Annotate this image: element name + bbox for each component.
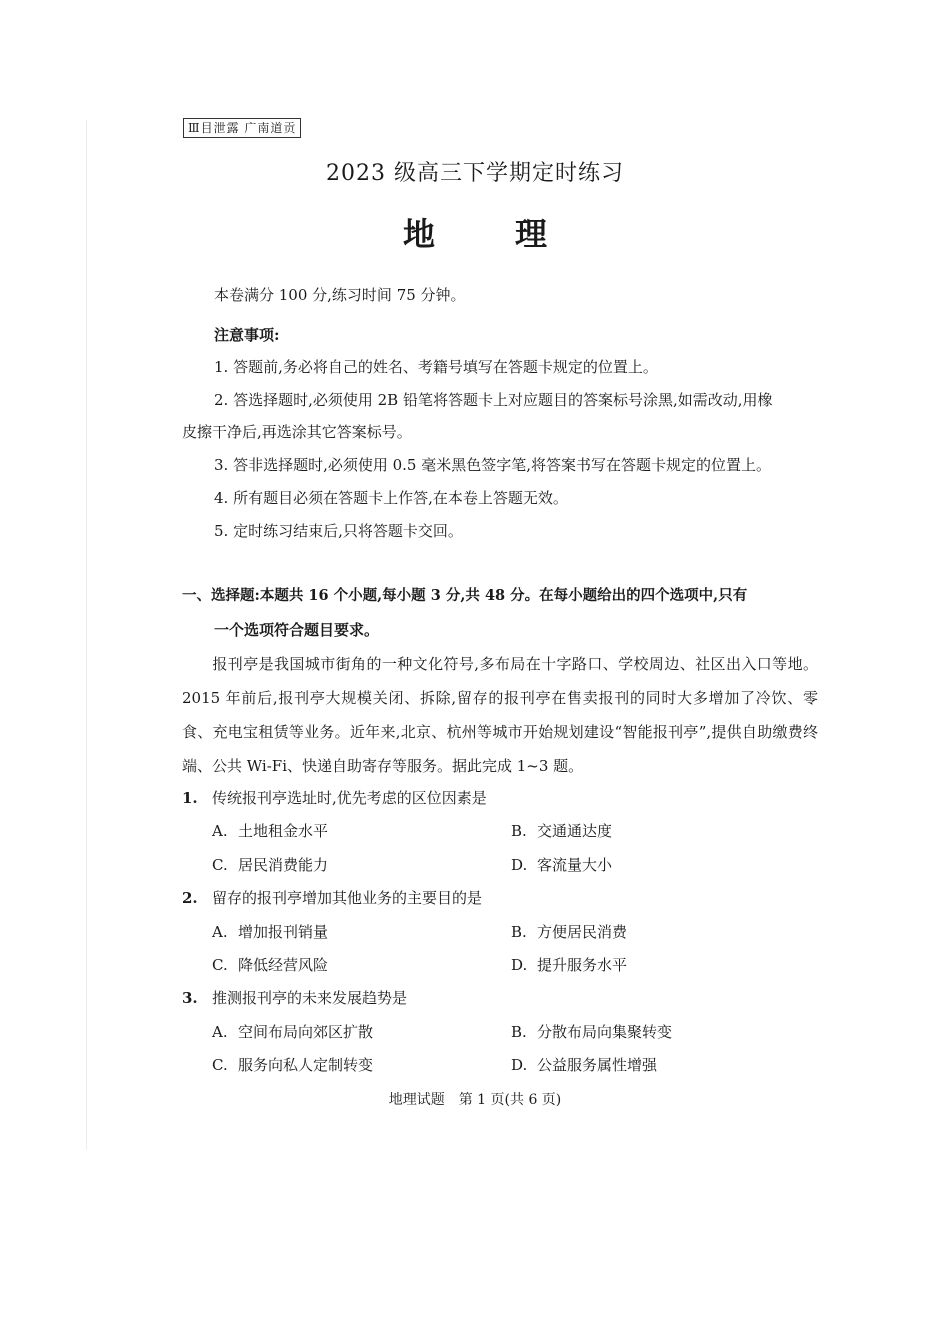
subject-title: 地 理 — [402, 215, 571, 253]
option-letter: A. — [212, 822, 228, 840]
question-number: 1. — [182, 789, 198, 807]
page-footer: 地理试题 第 1 页(共 6 页) — [388, 1092, 562, 1108]
question-stem: 传统报刊亭选址时,优先考虑的区位因素是 — [212, 789, 487, 807]
question-number: 3. — [182, 989, 198, 1007]
reading-passage — [182, 647, 818, 783]
option-letter: D. — [511, 1056, 528, 1074]
option-letter: A. — [212, 1023, 228, 1041]
question-stem: 推测报刊亭的未来发展趋势是 — [212, 989, 408, 1007]
option-letter: C. — [212, 956, 228, 974]
option-letter: D. — [511, 856, 528, 874]
passage-text: 报刊亭是我国城市街角的一种文化符号,多布局在十字路口、学校周边、社区出入口等地。2015 年前后,报刊亭大规模关闭、拆除,留存的报刊亭在售卖报刊的同时大多增加了冷饮、零食、充电宝租赁等业务。近年来,北京、杭州等城市开始规划建设“智能报刊亭”,提供自助缴费终端、公共 Wi-Fi、快递自助寄存等服务。据此完成 1~3 题。 — [182, 655, 818, 775]
option-text: 空间布局向郊区扩散 — [238, 1023, 374, 1041]
option-text: 降低经营风险 — [238, 956, 329, 974]
option-text: 公益服务属性增强 — [537, 1056, 658, 1074]
score-time-summary: 本卷满分 100 分,练习时间 75 分钟。 — [214, 286, 466, 304]
notice-item: 2. 答选择题时,必须使用 2B 铅笔将答题卡上对应题目的答案标号涂黑,如需改动,用橡 — [214, 391, 773, 409]
option-letter: B. — [511, 822, 527, 840]
option-text: 交通通达度 — [537, 822, 613, 840]
option-text: 增加报刊销量 — [238, 923, 329, 941]
option-letter: B. — [511, 1023, 527, 1041]
option-text: 提升服务水平 — [537, 956, 628, 974]
section-heading-continued: 一个选项符合题目要求。 — [214, 621, 380, 639]
option-letter: C. — [212, 1056, 228, 1074]
question-stem: 留存的报刊亭增加其他业务的主要目的是 — [212, 889, 483, 907]
notice-item: 4. 所有题目必须在答题卡上作答,在本卷上答题无效。 — [214, 489, 568, 507]
option-letter: C. — [212, 856, 228, 874]
option-letter: B. — [511, 923, 527, 941]
option-text: 居民消费能力 — [238, 856, 329, 874]
option-letter: D. — [511, 956, 528, 974]
option-text: 服务向私人定制转变 — [238, 1056, 374, 1074]
confidential-stamp: Ⅲ目泄露 广南道贡 — [183, 118, 301, 138]
option-text: 方便居民消费 — [537, 923, 628, 941]
notice-item: 3. 答非选择题时,必须使用 0.5 毫米黑色签字笔,将答案书写在答题卡规定的位置上。 — [214, 456, 772, 474]
section-heading: 一、选择题:本题共 16 个小题,每小题 3 分,共 48 分。在每小题给出的四个选项中,只有 — [182, 587, 748, 604]
option-text: 客流量大小 — [537, 856, 613, 874]
notice-item: 1. 答题前,务必将自己的姓名、考籍号填写在答题卡规定的位置上。 — [214, 358, 658, 376]
option-text: 土地租金水平 — [238, 822, 329, 840]
option-text: 分散布局向集聚转变 — [537, 1023, 673, 1041]
question-number: 2. — [182, 889, 198, 907]
notice-item: 5. 定时练习结束后,只将答题卡交回。 — [214, 522, 463, 540]
notice-item-continued: 皮擦干净后,再选涂其它答案标号。 — [182, 423, 412, 441]
exam-title: 2023 级高三下学期定时练习 — [326, 161, 624, 186]
notice-heading: 注意事项: — [214, 326, 280, 344]
scan-page-edge — [86, 120, 87, 1150]
option-letter: A. — [212, 923, 228, 941]
